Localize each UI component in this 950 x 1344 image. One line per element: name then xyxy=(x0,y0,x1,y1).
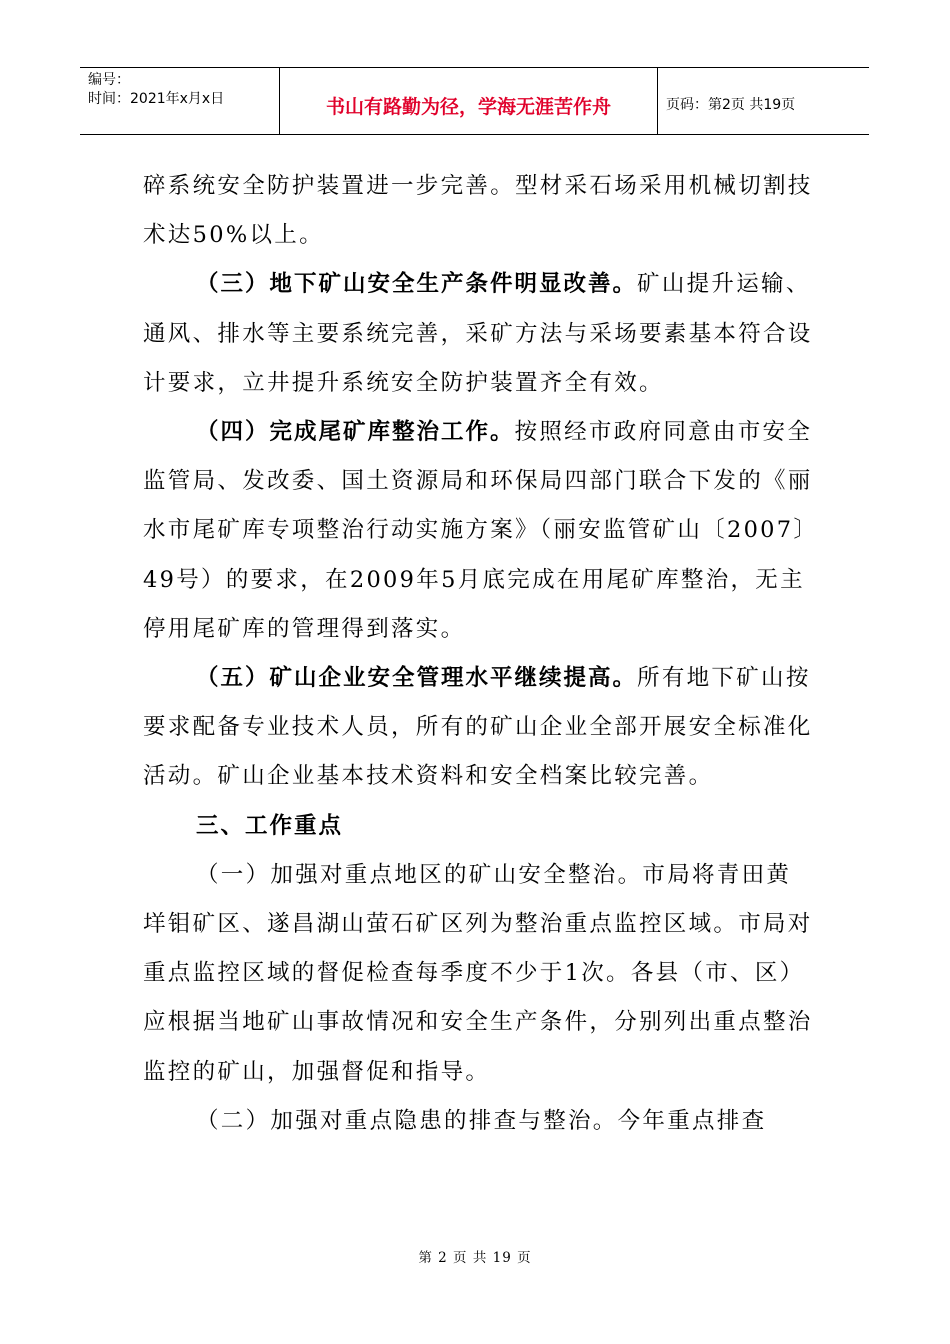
paragraph-2-heading: （三）地下矿山安全生产条件明显改善。 xyxy=(196,271,638,298)
paragraph-2 xyxy=(143,260,813,408)
section-title: 三、工作重点 xyxy=(196,812,344,839)
paragraph-5: （一）加强对重点地区的矿山安全整治。市局将青田黄垟钼矿区、遂昌湖山萤石矿区列为整治重点监控区域。市局对重点监控区域的督促检查每季度不少于1次。各县（市、区）应根据当地矿山事故情况和安全生产条件，分别列出重点整治监控的矿山，加强督促和指导。 xyxy=(143,861,813,1085)
page-header xyxy=(80,67,869,135)
page-footer: 第 2 页 共 19 页 xyxy=(418,1250,532,1266)
time-label: 时间：2021年x月x日 xyxy=(88,91,225,107)
header-meta xyxy=(80,68,280,134)
header-motto: 书山有路勤为径，学海无涯苦作舟 xyxy=(280,68,658,134)
paragraph-3-heading: （四）完成尾矿库整治工作。 xyxy=(196,419,515,446)
paragraph-2-text: 矿山提升运输、通风、排水等主要系统完善，采矿方法与采场要素基本符合设计要求，立井提升系统安全防护装置齐全有效。 xyxy=(143,271,813,396)
paragraph-6: （二）加强对重点隐患的排查与整治。今年重点排查 xyxy=(196,1107,767,1134)
paragraph-3-text: 按照经市政府同意由市安全监管局、发改委、国土资源局和环保局四部门联合下发的《丽水市尾矿库专项整治行动实施方案》（丽安监管矿山〔2007〕49号）的要求，在2009年5月底完成在用尾矿库整治，无主停用尾矿库的管理得到落实。 xyxy=(143,419,813,642)
number-label: 编号： xyxy=(88,72,130,88)
paragraph-1: 碎系统安全防护装置进一步完善。型材采石场采用机械切割技术达50%以上。 xyxy=(143,173,813,249)
paragraph-4-text: 所有地下矿山按要求配备专业技术人员，所有的矿山企业全部开展安全标准化活动。矿山企业基本技术资料和安全档案比较完善。 xyxy=(143,665,813,790)
paragraph-4-heading: （五）矿山企业安全管理水平继续提高。 xyxy=(196,665,638,692)
paragraph-3 xyxy=(143,408,813,654)
document-body xyxy=(143,162,813,1146)
paragraph-4 xyxy=(143,654,813,802)
header-page-label: 页码：第2页 共19页 xyxy=(666,97,796,113)
